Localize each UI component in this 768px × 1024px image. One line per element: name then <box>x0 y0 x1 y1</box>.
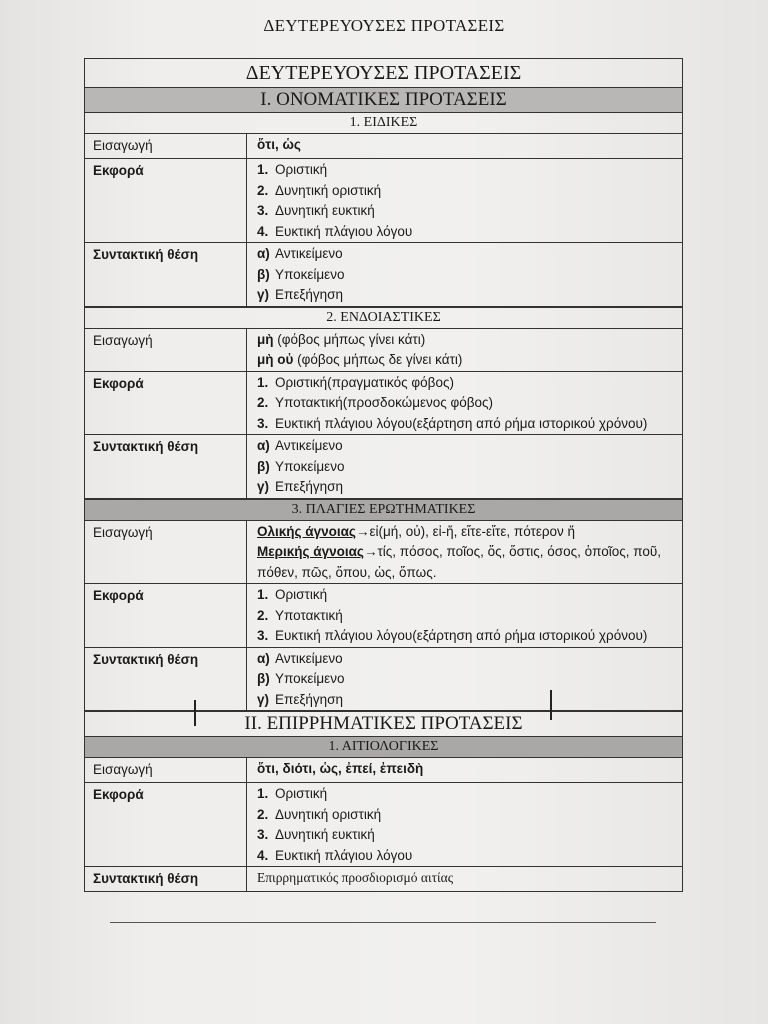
pen-mark <box>194 700 196 726</box>
list-item: 2. Υποτακτική <box>257 607 343 623</box>
table-title: ΔΕΥΤΕΡΕΥΟΥΣΕΣ ΠΡΟΤΑΣΕΙΣ <box>85 59 682 88</box>
row-label: Συντακτική θέση <box>85 867 247 891</box>
table-row <box>85 867 682 891</box>
page-header: ΔΕΥΤΕΡΕΥΟΥΣΕΣ ΠΡΟΤΑΣΕΙΣ <box>263 16 505 35</box>
list-item: 2. Υποτακτική(προσδοκώμενος φόβος) <box>257 395 494 410</box>
list-item: μὴ (φόβος μήπως γίνει κάτι) <box>257 331 426 347</box>
list-item: 2. Δυνητική οριστική <box>257 806 382 822</box>
pen-mark <box>550 690 552 720</box>
list-item: Ολικής άγνοιας→εἰ(μή, οὐ), εἰ-ἤ, εἴτε-εἴτε, πότερον ἤ <box>257 523 576 539</box>
subsection-heading-plagies: 3. ΠΛΑΓΙΕΣ ΕΡΩΤΗΜΑΤΙΚΕΣ <box>85 499 682 521</box>
list-item: γ) Επεξήγηση <box>257 479 343 494</box>
list-item: γ) Επεξήγηση <box>257 287 343 302</box>
row-label: Συντακτική θέση <box>85 435 247 498</box>
row-label: Εισαγωγή <box>85 758 247 782</box>
row-label: Εκφορά <box>85 372 247 435</box>
table-row <box>85 159 682 243</box>
table-row <box>85 783 682 867</box>
list-item: μὴ οὐ (φόβος μήπως δε γίνει κάτι) <box>257 352 463 367</box>
table-row <box>85 372 682 436</box>
row-value: Επιρρηματικός προσδιορισμό αιτίας <box>257 870 454 885</box>
row-label: Συντακτική θέση <box>85 243 247 306</box>
subsection-heading-eidikes: 1. ΕΙΔΙΚΕΣ <box>85 113 682 134</box>
list-item: 3. Ευκτική πλάγιου λόγου(εξάρτηση από ρήμα ιστορικού χρόνου) <box>257 628 648 643</box>
section-heading-adverbial: II. ΕΠΙΡΡΗΜΑΤΙΚΕΣ ΠΡΟΤΑΣΕΙΣ <box>85 711 682 737</box>
list-item: α) Αντικείμενο <box>257 650 343 666</box>
table-row <box>85 243 682 307</box>
table-row <box>85 329 682 372</box>
list-item: 2. Δυνητική οριστική <box>257 182 382 198</box>
list-item: 4. Ευκτική πλάγιου λόγου <box>257 223 413 239</box>
list-item: β) Υποκείμενο <box>257 266 345 282</box>
section-heading-nominal: I. ΟΝΟΜΑΤΙΚΕΣ ΠΡΟΤΑΣΕΙΣ <box>85 88 682 113</box>
list-item: α) Αντικείμενο <box>257 438 343 453</box>
list-item: Μερικής άγνοιας→τίς, πόσος, ποῖος, ὅς, ὅστις, όσος, ὁποῖος, ποῦ, πόθεν, πῶς, ὅπου, ὡς, ὅπως. <box>257 544 662 580</box>
table-row <box>85 134 682 159</box>
list-item: 1. Οριστική(πραγματικός φόβος) <box>257 374 454 390</box>
list-item: 1. Οριστική <box>257 587 328 602</box>
row-label: Εκφορά <box>85 584 247 647</box>
row-label: Εισαγωγή <box>85 329 247 371</box>
grammar-table <box>84 58 683 892</box>
list-item: 1. Οριστική <box>257 162 328 177</box>
row-value: ὅτι, ὡς <box>257 137 301 152</box>
row-label: Εισαγωγή <box>85 521 247 584</box>
list-item: γ) Επεξήγηση <box>257 691 343 707</box>
table-row <box>85 758 682 783</box>
row-label: Εκφορά <box>85 159 247 242</box>
row-value: ὅτι, διότι, ὡς, ἐπεί, ἐπειδὴ <box>257 761 424 776</box>
table-row <box>85 521 682 585</box>
bottom-rule <box>110 922 656 923</box>
row-label: Εκφορά <box>85 783 247 866</box>
list-item: 3. Ευκτική πλάγιου λόγου(εξάρτηση από ρήμα ιστορικού χρόνου) <box>257 415 648 431</box>
table-row <box>85 648 682 712</box>
list-item: 3. Δυνητική ευκτική <box>257 203 375 218</box>
list-item: 4. Ευκτική πλάγιου λόγου <box>257 847 413 863</box>
list-item: α) Αντικείμενο <box>257 246 343 261</box>
list-item: 1. Οριστική <box>257 786 328 801</box>
row-label: Εισαγωγή <box>85 134 247 158</box>
subsection-heading-aitiologikes: 1. ΑΙΤΙΟΛΟΓΙΚΕΣ <box>85 737 682 758</box>
row-label: Συντακτική θέση <box>85 648 247 711</box>
list-item: 3. Δυνητική ευκτική <box>257 827 375 842</box>
subsection-heading-endoiastikes: 2. ΕΝΔΟΙΑΣΤΙΚΕΣ <box>85 307 682 329</box>
list-item: β) Υποκείμενο <box>257 458 345 474</box>
table-row <box>85 435 682 499</box>
table-row <box>85 584 682 648</box>
list-item: β) Υποκείμενο <box>257 671 345 686</box>
